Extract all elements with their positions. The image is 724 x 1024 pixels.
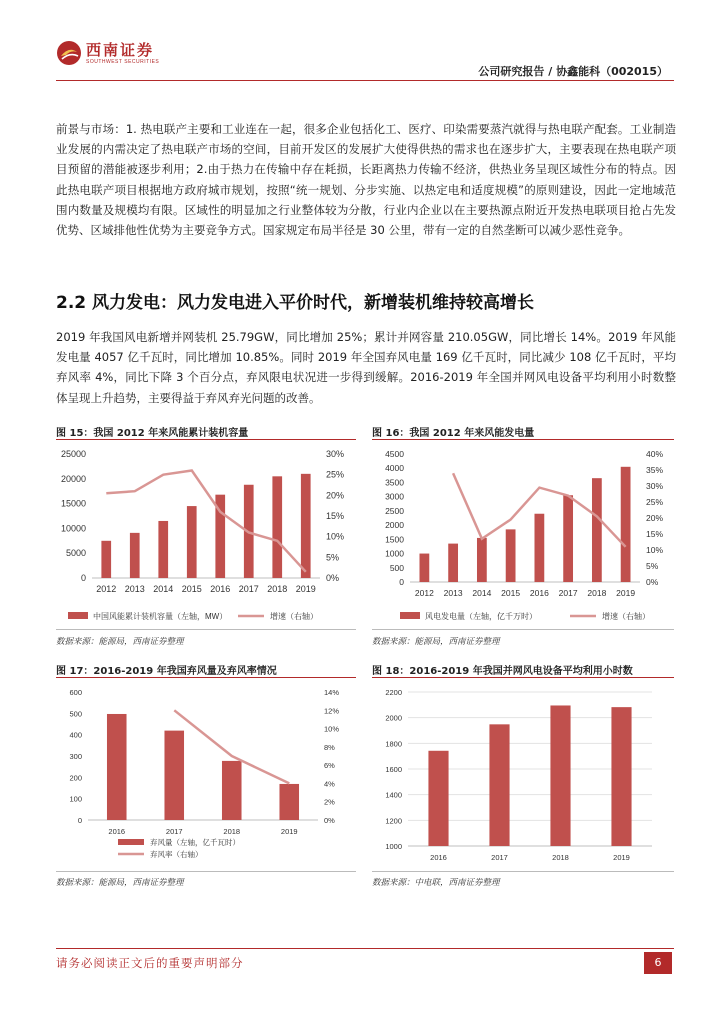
x-tick-label: 2014 [472, 588, 492, 598]
x-tick-label: 2017 [238, 584, 259, 594]
y-right-tick-label: 5% [326, 552, 340, 563]
bar-2016 [534, 514, 544, 582]
legend-bar-label: 中国风能累计装机容量（左轴，MW） [93, 612, 228, 621]
y-left-tick-label: 1600 [385, 765, 402, 774]
bar-2012 [101, 541, 111, 578]
y-right-tick-label: 10% [324, 724, 340, 734]
bar-2014 [158, 521, 168, 578]
report-header-title: 公司研究报告 / 协鑫能科（002015） [478, 65, 668, 78]
legend-bar-swatch [118, 839, 144, 845]
y-left-tick-label: 1400 [385, 790, 402, 800]
y-left-tick-label: 1800 [385, 739, 402, 749]
y-right-tick-label: 20% [326, 490, 345, 501]
figure-18-bottom-rule [372, 871, 674, 872]
y-right-tick-label: 0% [326, 573, 340, 583]
southwest-securities-logo-icon [56, 40, 82, 66]
y-left-tick-label: 500 [389, 562, 404, 573]
x-tick-label: 2018 [223, 827, 241, 836]
bar-2018 [550, 705, 570, 846]
legend-bar-label: 弃风量（左轴，亿千瓦时） [150, 838, 240, 847]
y-left-tick-label: 2000 [385, 713, 402, 723]
x-tick-label: 2013 [124, 584, 145, 594]
figure-15-chart [56, 442, 356, 626]
x-tick-label: 2016 [108, 827, 126, 836]
bar-2019 [279, 784, 299, 820]
figure-16-title: 图 16：我国 2012 年来风能发电量 [372, 428, 535, 439]
y-left-tick-label: 600 [69, 688, 82, 697]
y-right-tick-label: 25% [646, 497, 664, 507]
figure-16-bottom-rule [372, 629, 674, 630]
y-left-tick-label: 15000 [60, 498, 86, 509]
y-right-tick-label: 20% [646, 513, 664, 523]
y-right-tick-label: 25% [326, 469, 345, 480]
figure-17-chart [56, 680, 356, 870]
bar-2016 [428, 751, 448, 846]
y-left-tick-label: 2000 [385, 520, 404, 531]
legend-line-label: 增速（右轴） [602, 612, 650, 621]
y-left-tick-label: 4500 [385, 449, 404, 459]
bar-2019 [621, 467, 631, 582]
y-left-tick-label: 25000 [60, 449, 86, 459]
page-number: 6 [644, 952, 672, 974]
bar-2015 [506, 529, 516, 582]
x-tick-label: 2018 [587, 588, 607, 598]
y-right-tick-label: 2% [324, 797, 335, 807]
bar-2017 [489, 724, 509, 846]
header-divider [56, 80, 674, 81]
x-tick-label: 2019 [613, 853, 630, 862]
y-right-tick-label: 6% [324, 761, 335, 771]
y-right-tick-label: 15% [646, 529, 664, 539]
y-left-tick-label: 2500 [385, 505, 404, 516]
y-left-tick-label: 1500 [385, 534, 404, 545]
y-right-tick-label: 0% [646, 577, 659, 587]
bar-2019 [611, 707, 631, 846]
x-tick-label: 2017 [491, 853, 508, 862]
figure-17-bottom-rule [56, 871, 356, 872]
section-title-wind-power: 2.2 风力发电：风力发电进入平价时代，新增装机维持较高增长 [56, 293, 535, 313]
x-tick-label: 2013 [443, 588, 463, 598]
y-right-tick-label: 10% [646, 545, 664, 555]
x-tick-label: 2016 [430, 853, 447, 862]
y-right-tick-label: 5% [646, 561, 659, 571]
x-tick-label: 2012 [414, 588, 434, 598]
x-tick-label: 2016 [210, 584, 231, 594]
bar-2013 [448, 544, 458, 582]
legend-line-label: 弃风率（右轴） [150, 850, 203, 859]
x-tick-label: 2018 [267, 584, 288, 594]
bar-2019 [301, 474, 311, 578]
y-left-tick-label: 20000 [60, 473, 86, 484]
y-left-tick-label: 10000 [60, 523, 86, 534]
y-right-tick-label: 10% [326, 531, 345, 542]
y-left-tick-label: 200 [69, 773, 82, 783]
bar-2012 [419, 554, 429, 582]
x-tick-label: 2019 [280, 827, 298, 836]
y-right-tick-label: 30% [646, 481, 664, 491]
legend-bar-swatch [400, 612, 420, 619]
x-tick-label: 2018 [552, 853, 569, 862]
bar-2018 [222, 761, 242, 820]
y-right-tick-label: 30% [326, 449, 345, 459]
y-left-tick-label: 1000 [385, 548, 404, 559]
figure-15-bottom-rule [56, 629, 356, 630]
y-right-tick-label: 12% [324, 706, 340, 716]
logo-chinese-name: 西南证券 [86, 40, 155, 59]
logo-english-name: SOUTHWEST SECURITIES [86, 58, 160, 65]
bar-2014 [477, 538, 487, 582]
y-right-tick-label: 14% [324, 688, 340, 697]
figure-15-title: 图 15：我国 2012 年来风能累计装机容量 [56, 428, 249, 439]
x-tick-label: 2017 [165, 827, 183, 836]
y-left-tick-label: 3000 [385, 491, 404, 502]
paragraph-heat-power-market: 前景与市场：1. 热电联产主要和工业连在一起，很多企业包括化工、医疗、印染需要蒸汽就得与热电联产配套。工业制造业发展的内需决定了热电联产市场的空间，目前开发区的发展扩大使得供热的需求也在逐步扩大，主要表现在热电联产项目预留的潜能被逐步利用；2.由于热力在传输中存在耗损，长距离热力传输不经济，供热业务呈现区域性分布的特点。因此热电联产项目根据地方政府城市规划，按照“统一规划、分步实施、以热定电和适度规模”的原则建设，因此一定地域范围内数量及规模均有限。区域性的明显加之行业整体较为分散，行业内企业以在主要热源点附近开发热电联项目抢占先发优势、区域排他性优势为主要竞争方式。国家规定布局半径是 30 公里，带有一定的自然垄断可以减少恶性竞争。 [56, 122, 676, 238]
figure-16-chart [372, 442, 674, 626]
y-left-tick-label: 1000 [385, 842, 402, 851]
legend-bar-swatch [68, 612, 88, 619]
figure-17-top-rule [56, 677, 356, 678]
paragraph-wind-power: 2019 年我国风电新增并网装机 25.79GW，同比增加 25%；累计并网容量 210.05GW，同比增长 14%。2019 年风能发电量 4057 亿千瓦时，同比增加 10.85%。同时 2019 年全国弃风电量 169 亿千瓦时，同比减少 108 亿千瓦时，平均弃风率 4%，同比下降 3 个百分点，弃风限电状况进一步得到缓解。2016-2019 年全国并网风电设备平均利用小时数整体呈现上升趋势，主要得益于弃风弃光问题的改善。 [56, 330, 676, 405]
figure-17-title: 图 17：2016-2019 年我国弃风量及弃风率情况 [56, 666, 277, 677]
y-right-tick-label: 0% [324, 816, 335, 825]
bar-2015 [187, 506, 197, 578]
x-tick-label: 2012 [96, 584, 117, 594]
x-tick-label: 2014 [153, 584, 174, 594]
y-left-tick-label: 2200 [385, 688, 402, 697]
y-left-tick-label: 100 [69, 794, 82, 804]
x-tick-label: 2017 [558, 588, 578, 598]
y-left-tick-label: 0 [399, 577, 404, 587]
y-right-tick-label: 8% [324, 742, 335, 752]
y-left-tick-label: 5000 [65, 548, 86, 559]
bar-2018 [272, 476, 282, 578]
y-left-tick-label: 300 [69, 752, 82, 761]
x-tick-label: 2019 [295, 584, 316, 594]
y-left-tick-label: 1200 [385, 816, 402, 826]
figure-17-source: 数据来源：能源局，西南证券整理 [56, 878, 184, 888]
y-left-tick-label: 0 [80, 573, 86, 583]
bar-2016 [107, 714, 127, 820]
footer-disclaimer-notice: 请务必阅读正文后的重要声明部分 [56, 956, 244, 970]
y-right-tick-label: 40% [646, 449, 664, 459]
x-tick-label: 2015 [501, 588, 521, 598]
x-tick-label: 2015 [181, 584, 202, 594]
y-right-tick-label: 15% [326, 511, 345, 521]
figure-15-top-rule [56, 439, 356, 440]
y-left-tick-label: 400 [69, 730, 82, 740]
figure-18-source: 数据来源：中电联，西南证券整理 [372, 878, 500, 888]
footer-divider [56, 948, 674, 949]
legend-line-label: 增速（右轴） [270, 612, 318, 621]
y-left-tick-label: 4000 [385, 463, 404, 474]
figure-16-source: 数据来源：能源局，西南证券整理 [372, 637, 500, 647]
figure-16-top-rule [372, 439, 674, 440]
bar-2018 [592, 478, 602, 582]
figure-15-source: 数据来源：能源局，西南证券整理 [56, 637, 184, 647]
x-tick-label: 2016 [529, 588, 549, 598]
y-left-tick-label: 0 [77, 816, 82, 825]
bar-2013 [130, 533, 140, 578]
figure-18-title: 图 18：2016-2019 年我国并网风电设备平均利用小时数 [372, 666, 633, 677]
y-left-tick-label: 500 [69, 709, 82, 719]
company-logo [56, 40, 159, 66]
x-tick-label: 2019 [616, 588, 636, 598]
bar-2017 [164, 731, 184, 820]
y-right-tick-label: 4% [324, 779, 335, 789]
figure-18-chart [372, 680, 674, 870]
figure-18-top-rule [372, 677, 674, 678]
y-right-tick-label: 35% [646, 465, 664, 475]
y-left-tick-label: 3500 [385, 477, 404, 488]
legend-bar-label: 风电发电量（左轴，亿千万时） [425, 612, 537, 621]
bar-2017 [563, 495, 573, 582]
